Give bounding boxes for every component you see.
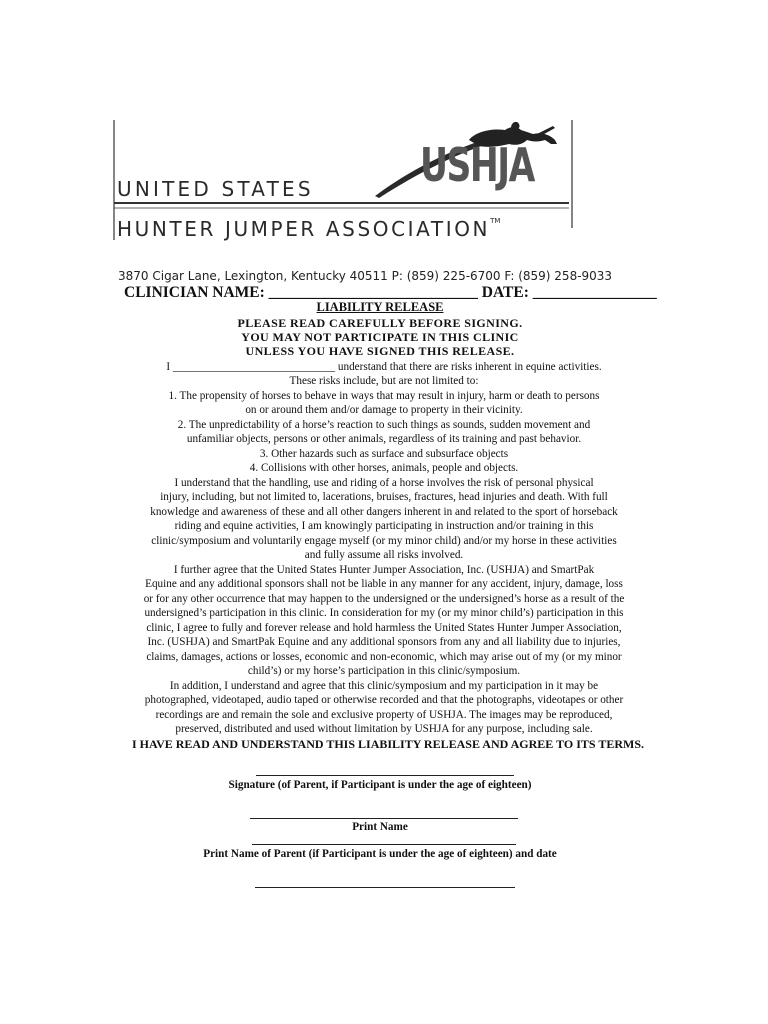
paragraph-2-line: or for any other occurrence that may happen to the undersigned or the undersigned’s horse as a result of the [143, 593, 625, 605]
risk-item-3: 3. Other hazards such as surface and subsurface objects [259, 448, 509, 460]
agreement-statement: I HAVE READ AND UNDERSTAND THIS LIABILITY RELEASE AND AGREE TO ITS TERMS. [131, 737, 645, 751]
paragraph-3-line: recordings are and remain the sole and exclusive property of USHJA. The images may be reproduced, [155, 709, 613, 721]
paragraph-1-line: and fully assume all risks involved. [304, 549, 464, 561]
paragraph-1-line: injury, including, but not limited to, lacerations, bruises, fractures, head injuries and death. With full [160, 491, 608, 503]
intro-line-1: I _____________________________ understand that there are risks inherent in equine activities. [166, 361, 602, 373]
risk-item-2-line-1: 2. The unpredictability of a horse’s reaction to such things as sounds, sudden movement and [177, 419, 591, 431]
org-name-line2 [117, 217, 500, 241]
paragraph-2-line: undersigned’s participation in this clinic. In consideration for my (or my minor child’s) participation in this [144, 607, 624, 619]
paragraph-2-line: child’s) or my horse’s participation in this clinic/symposium. [247, 665, 521, 677]
ushja-logo-text: USHJA [420, 138, 534, 192]
paragraph-3-line: In addition, I understand and agree that this clinic/symposium and my participation in it may be [169, 680, 599, 692]
paragraph-3-line: photographed, videotaped, audio taped or otherwise recorded and that the photographs, videotapes or other [144, 694, 624, 706]
risk-item-4: 4. Collisions with other horses, animals, people and objects. [249, 462, 519, 474]
address-line: 3870 Cigar Lane, Lexington, Kentucky 40511 P: (859) 225-6700 F: (859) 258-9033 [118, 269, 613, 283]
date-field[interactable]: ________________ [532, 284, 657, 301]
parent-date-line[interactable] [255, 887, 515, 888]
paragraph-2-line: clinic, I agree to fully and forever release and hold harmless the United States Hunter Jumper Association, [146, 622, 622, 634]
paragraph-1-line: knowledge and awareness of these and all other dangers inherent in and related to the sport of horseback [150, 506, 618, 518]
clinician-label: CLINICIAN NAME: [124, 284, 265, 301]
trademark-mark: TM [490, 217, 501, 225]
warning-line-3: UNLESS YOU HAVE SIGNED THIS RELEASE. [245, 344, 515, 358]
print-name-label: Print Name [352, 821, 408, 833]
paragraph-1-line: clinic/symposium and voluntarily engage myself (or my minor child) and/or my horse in these activities [151, 535, 617, 547]
parent-print-name-line[interactable] [252, 844, 516, 845]
paragraph-2-line: I further agree that the United States Hunter Jumper Association, Inc. (USHJA) and SmartPak [173, 564, 595, 576]
date-label: DATE: [481, 284, 529, 301]
release-title: LIABILITY RELEASE [316, 300, 444, 314]
risk-item-2-line-2: unfamiliar objects, persons or other animals, regardless of its training and past behavior. [186, 433, 582, 445]
warning-line-1: PLEASE READ CAREFULLY BEFORE SIGNING. [237, 316, 523, 330]
org-name-line2-text: HUNTER JUMPER ASSOCIATION [117, 217, 491, 241]
org-name-line1: UNITED STATES [117, 177, 314, 201]
risk-item-1-line-1: 1. The propensity of horses to behave in ways that may result in injury, harm or death to persons [168, 390, 600, 402]
warning-line-2: YOU MAY NOT PARTICIPATE IN THIS CLINIC [241, 330, 519, 344]
clinician-name-field[interactable]: ___________________________ [268, 284, 478, 301]
paragraph-2-line: claims, damages, actions or losses, economic and non-economic, which may arise out of my (or my minor [146, 651, 622, 663]
signature-line[interactable] [256, 775, 514, 776]
signature-label: Signature (of Parent, if Participant is under the age of eighteen) [228, 779, 532, 791]
paragraph-2-line: Equine and any additional sponsors shall not be liable in any manner for any accident, injury, damage, loss [145, 578, 623, 590]
paragraph-1-line: I understand that the handling, use and riding of a horse involves the risk of personal physical [174, 477, 594, 489]
risk-item-1-line-2: on or around them and/or damage to property in their vicinity. [245, 404, 523, 416]
paragraph-1-line: riding and equine activities, I am knowingly participating in instruction and/or training in this [174, 520, 594, 532]
intro-line-2: These risks include, but are not limited to: [289, 375, 479, 387]
print-name-line[interactable] [250, 818, 518, 819]
paragraph-2-line: Inc. (USHJA) and SmartPak Equine and any additional sponsors from any and all liability due to injuries, [147, 636, 621, 648]
paragraph-3-line: preserved, distributed and used without limitation by USHJA for any purpose, including sale. [175, 723, 593, 735]
parent-print-name-label: Print Name of Parent (if Participant is under the age of eighteen) and date [203, 848, 557, 860]
